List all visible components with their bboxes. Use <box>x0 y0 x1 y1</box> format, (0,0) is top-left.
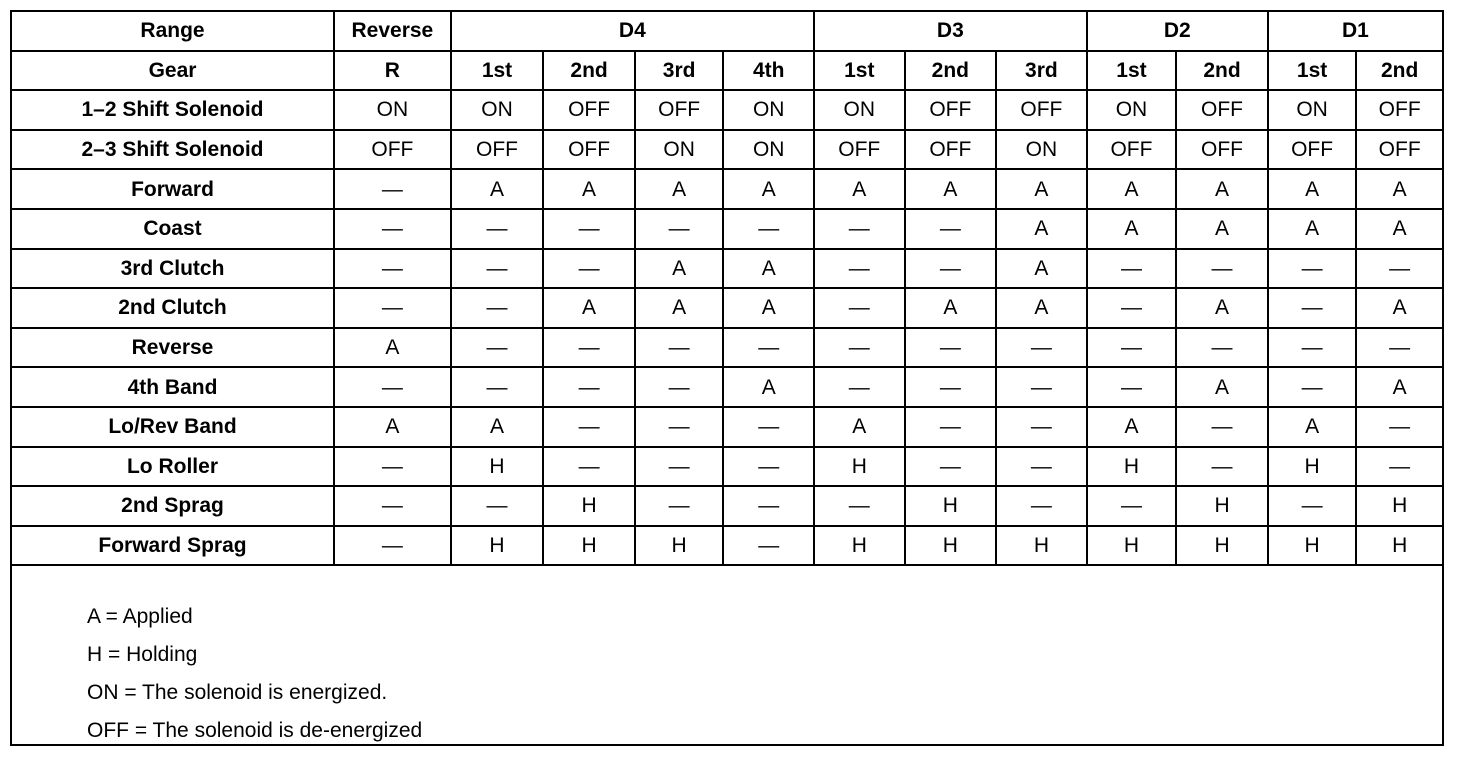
table-cell: A <box>1356 288 1443 328</box>
table-row <box>11 90 1443 130</box>
table-cell: — <box>334 169 451 209</box>
table-cell: — <box>334 367 451 407</box>
table-cell: A <box>996 249 1087 289</box>
row-label: 3rd Clutch <box>11 249 334 289</box>
table-cell: — <box>905 249 997 289</box>
table-cell: A <box>451 407 544 447</box>
table-cell: — <box>1268 249 1357 289</box>
table-cell: — <box>1087 328 1177 368</box>
table-cell: A <box>543 169 635 209</box>
table-cell: — <box>905 367 997 407</box>
table-cell: — <box>635 447 724 487</box>
table-cell: A <box>996 288 1087 328</box>
table-cell: OFF <box>996 90 1087 130</box>
table-cell: — <box>996 328 1087 368</box>
table-cell: — <box>451 249 544 289</box>
table-cell: H <box>905 486 997 526</box>
gear-label: Gear <box>11 51 334 91</box>
table-cell: H <box>543 486 635 526</box>
table-cell: — <box>1268 328 1357 368</box>
range-header-d2: D2 <box>1087 11 1268 51</box>
table-cell: H <box>451 526 544 566</box>
table-row <box>11 367 1443 407</box>
gear-header-row <box>11 51 1443 91</box>
table-cell: A <box>1176 169 1268 209</box>
table-row <box>11 447 1443 487</box>
table-cell: — <box>723 526 814 566</box>
gear-header-cell: 4th <box>723 51 814 91</box>
table-cell: ON <box>723 90 814 130</box>
table-row <box>11 169 1443 209</box>
table-cell: — <box>1268 288 1357 328</box>
table-cell: OFF <box>1176 130 1268 170</box>
table-cell: H <box>543 526 635 566</box>
range-header-d1: D1 <box>1268 11 1443 51</box>
table-cell: H <box>814 447 905 487</box>
table-cell: A <box>1356 169 1443 209</box>
table-cell: ON <box>334 90 451 130</box>
table-cell: — <box>723 209 814 249</box>
table-row <box>11 288 1443 328</box>
table-cell: OFF <box>635 90 724 130</box>
table-cell: A <box>1268 169 1357 209</box>
table-cell: H <box>1356 486 1443 526</box>
table-cell: ON <box>723 130 814 170</box>
apply-chart-table <box>10 10 1444 566</box>
table-cell: — <box>1176 328 1268 368</box>
table-cell: A <box>996 169 1087 209</box>
table-cell: — <box>543 447 635 487</box>
table-cell: — <box>905 447 997 487</box>
gear-header-cell: R <box>334 51 451 91</box>
table-cell: OFF <box>1087 130 1177 170</box>
table-cell: — <box>905 407 997 447</box>
table-cell: — <box>814 249 905 289</box>
table-cell: H <box>1268 447 1357 487</box>
table-cell: — <box>334 249 451 289</box>
table-cell: — <box>723 328 814 368</box>
table-cell: ON <box>1268 90 1357 130</box>
table-cell: H <box>1087 447 1177 487</box>
table-cell: — <box>996 407 1087 447</box>
table-cell: — <box>635 328 724 368</box>
row-label: Lo Roller <box>11 447 334 487</box>
table-cell: A <box>334 328 451 368</box>
table-cell: — <box>635 486 724 526</box>
table-cell: — <box>543 328 635 368</box>
table-cell: ON <box>1087 90 1177 130</box>
table-cell: OFF <box>905 90 997 130</box>
row-label: Reverse <box>11 328 334 368</box>
table-cell: — <box>1087 486 1177 526</box>
range-header-d3: D3 <box>814 11 1087 51</box>
table-cell: A <box>814 407 905 447</box>
table-cell: A <box>723 249 814 289</box>
table-cell: — <box>1176 407 1268 447</box>
table-cell: OFF <box>451 130 544 170</box>
table-cell: H <box>1087 526 1177 566</box>
table-cell: A <box>635 249 724 289</box>
table-cell: H <box>996 526 1087 566</box>
gear-header-cell: 3rd <box>996 51 1087 91</box>
table-cell: — <box>814 367 905 407</box>
table-cell: — <box>1356 447 1443 487</box>
legend-holding: H = Holding <box>87 643 198 666</box>
table-cell: A <box>1087 209 1177 249</box>
apply-chart-document <box>10 10 1444 746</box>
table-cell: — <box>1356 249 1443 289</box>
table-cell: H <box>451 447 544 487</box>
table-cell: A <box>1268 209 1357 249</box>
table-cell: — <box>1176 249 1268 289</box>
table-cell: — <box>814 486 905 526</box>
table-cell: OFF <box>1356 90 1443 130</box>
gear-header-cell: 2nd <box>1176 51 1268 91</box>
table-cell: — <box>1268 367 1357 407</box>
table-cell: — <box>814 209 905 249</box>
table-row <box>11 328 1443 368</box>
table-cell: — <box>1356 407 1443 447</box>
table-cell: ON <box>451 90 544 130</box>
table-cell: — <box>635 367 724 407</box>
table-cell: H <box>905 526 997 566</box>
table-row <box>11 486 1443 526</box>
table-cell: — <box>723 447 814 487</box>
table-cell: — <box>635 407 724 447</box>
table-cell: OFF <box>905 130 997 170</box>
row-label: 2nd Sprag <box>11 486 334 526</box>
gear-header-cell: 1st <box>451 51 544 91</box>
table-cell: A <box>905 288 997 328</box>
table-cell: A <box>1356 367 1443 407</box>
table-row <box>11 209 1443 249</box>
table-cell: A <box>334 407 451 447</box>
table-cell: A <box>1176 288 1268 328</box>
table-cell: OFF <box>334 130 451 170</box>
table-row <box>11 249 1443 289</box>
table-cell: — <box>451 367 544 407</box>
table-cell: — <box>996 447 1087 487</box>
row-label: Lo/Rev Band <box>11 407 334 447</box>
row-label: 4th Band <box>11 367 334 407</box>
table-cell: — <box>543 367 635 407</box>
table-cell: — <box>1356 328 1443 368</box>
gear-header-cell: 2nd <box>905 51 997 91</box>
table-cell: A <box>723 367 814 407</box>
table-cell: A <box>1087 407 1177 447</box>
table-cell: — <box>905 328 997 368</box>
table-cell: A <box>543 288 635 328</box>
table-cell: ON <box>635 130 724 170</box>
row-label: Forward Sprag <box>11 526 334 566</box>
row-label: 1–2 Shift Solenoid <box>11 90 334 130</box>
legend-off: OFF = The solenoid is de-energized <box>87 719 423 742</box>
table-cell: — <box>334 526 451 566</box>
row-label: 2nd Clutch <box>11 288 334 328</box>
table-row <box>11 407 1443 447</box>
table-cell: OFF <box>1268 130 1357 170</box>
table-cell: — <box>723 407 814 447</box>
table-cell: H <box>1356 526 1443 566</box>
table-cell: A <box>1176 209 1268 249</box>
reverse-range-header: Reverse <box>334 11 451 51</box>
table-cell: — <box>543 249 635 289</box>
table-cell: A <box>451 169 544 209</box>
gear-header-cell: 2nd <box>1356 51 1443 91</box>
table-cell: — <box>451 209 544 249</box>
range-header-d4: D4 <box>451 11 814 51</box>
range-header-row <box>11 11 1443 51</box>
row-label: Coast <box>11 209 334 249</box>
table-cell: H <box>635 526 724 566</box>
table-cell: A <box>1268 407 1357 447</box>
row-label: 2–3 Shift Solenoid <box>11 130 334 170</box>
table-cell: OFF <box>1356 130 1443 170</box>
table-cell: A <box>723 288 814 328</box>
table-cell: — <box>1087 367 1177 407</box>
table-body <box>11 11 1443 565</box>
range-label: Range <box>11 11 334 51</box>
table-cell: H <box>1176 526 1268 566</box>
table-cell: A <box>723 169 814 209</box>
table-cell: — <box>334 288 451 328</box>
table-cell: A <box>1356 209 1443 249</box>
table-cell: — <box>723 486 814 526</box>
table-cell: — <box>1087 288 1177 328</box>
gear-header-cell: 1st <box>814 51 905 91</box>
legend-applied: A = Applied <box>87 605 193 628</box>
table-cell: — <box>1087 249 1177 289</box>
table-cell: — <box>451 328 544 368</box>
gear-header-cell: 3rd <box>635 51 724 91</box>
table-cell: OFF <box>543 130 635 170</box>
table-cell: — <box>905 209 997 249</box>
table-cell: A <box>635 288 724 328</box>
table-cell: A <box>1087 169 1177 209</box>
table-cell: — <box>1268 486 1357 526</box>
table-cell: A <box>635 169 724 209</box>
gear-header-cell: 1st <box>1087 51 1177 91</box>
table-cell: A <box>814 169 905 209</box>
table-cell: — <box>543 209 635 249</box>
table-cell: — <box>334 486 451 526</box>
table-cell: ON <box>814 90 905 130</box>
table-cell: — <box>334 209 451 249</box>
table-cell: — <box>1176 447 1268 487</box>
table-cell: ON <box>996 130 1087 170</box>
gear-header-cell: 2nd <box>543 51 635 91</box>
table-cell: — <box>334 447 451 487</box>
row-label: Forward <box>11 169 334 209</box>
legend <box>87 598 422 750</box>
table-cell: A <box>996 209 1087 249</box>
table-cell: OFF <box>814 130 905 170</box>
table-cell: A <box>905 169 997 209</box>
gear-header-cell: 1st <box>1268 51 1357 91</box>
table-cell: A <box>1176 367 1268 407</box>
table-cell: H <box>1268 526 1357 566</box>
table-row <box>11 526 1443 566</box>
table-cell: — <box>996 367 1087 407</box>
table-cell: — <box>451 486 544 526</box>
legend-on: ON = The solenoid is energized. <box>87 681 388 704</box>
table-cell: OFF <box>543 90 635 130</box>
table-cell: OFF <box>1176 90 1268 130</box>
table-cell: H <box>1176 486 1268 526</box>
table-cell: — <box>814 288 905 328</box>
table-cell: — <box>543 407 635 447</box>
table-row <box>11 130 1443 170</box>
table-cell: H <box>814 526 905 566</box>
table-cell: — <box>451 288 544 328</box>
table-cell: — <box>996 486 1087 526</box>
table-cell: — <box>635 209 724 249</box>
table-cell: — <box>814 328 905 368</box>
